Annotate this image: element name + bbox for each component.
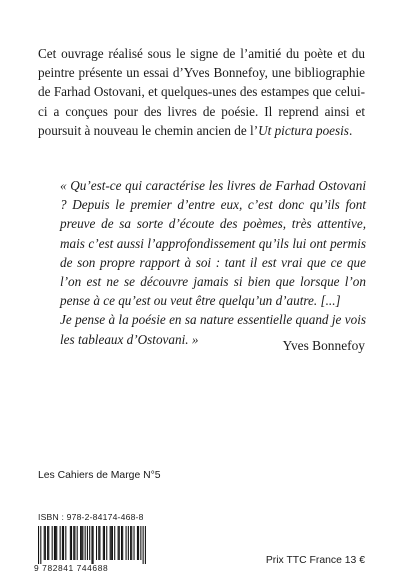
intro-text-part2: . bbox=[348, 122, 353, 138]
quote-paragraph-1: « Qu’est-ce qui caractérise les livres de Farhad Ostovani ? Depuis le premier d’entre eux, c’est donc qu’ils font preuve de sa sorte d’écoute des poèmes, très attentive, mais c’est aussi l’approfondissement qu’ils lui ont permis de son propre rapport à soi : tant il est vrai que ce que l’on est ne se découvre jamais si bien que lorsque l’on pense à ce qu’est ou veut être quelqu’un d’autre. [...] bbox=[60, 178, 366, 309]
quote-paragraph-2: Je pense à la poésie en sa nature essentielle quand je vois les tableaux d’Ostovani. » bbox=[60, 312, 366, 347]
quote-author: Yves Bonnefoy bbox=[282, 338, 365, 353]
intro-text-italic: Ut pictura poesis bbox=[258, 122, 349, 138]
isbn-label: ISBN : 978-2-84174-468-8 bbox=[38, 512, 144, 522]
intro-paragraph bbox=[38, 44, 365, 140]
quote-block bbox=[60, 176, 366, 349]
price-label: Prix TTC France 13 € bbox=[265, 555, 365, 566]
intro-text-part1: Cet ouvrage réalisé sous le signe de l’amitié du poète et du peintre présente un essai d’Yves Bonnefoy, une bibliographie de Farhad Ostovani, et quelques-unes des estampes que celui-ci a conçues pour des livres de poésie. Il reprend ainsi et poursuit à nouveau le chemin ancien de l’ bbox=[38, 46, 365, 138]
series-label: Les Cahiers de Marge N°5 bbox=[38, 470, 161, 481]
barcode-digits: 9 782841 744688 bbox=[34, 563, 109, 573]
barcode-icon bbox=[38, 526, 146, 564]
